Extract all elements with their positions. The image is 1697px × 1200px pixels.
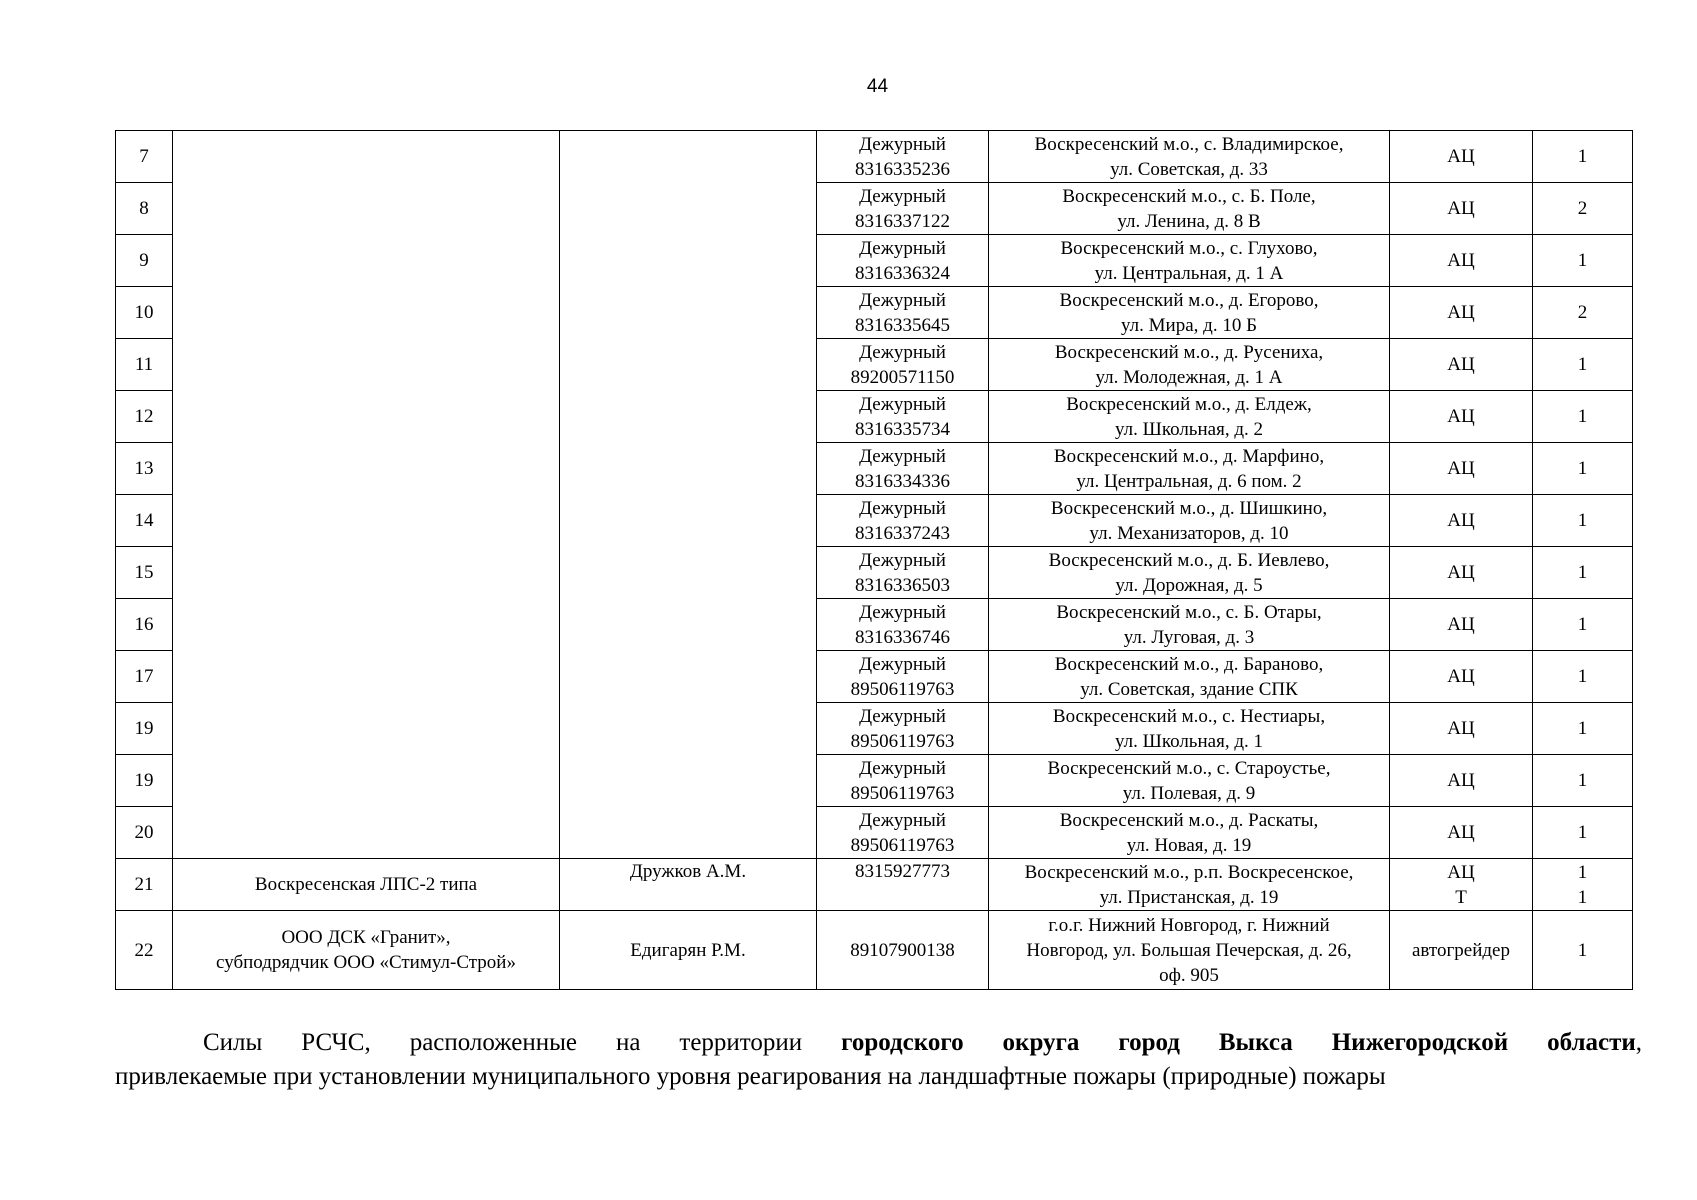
organization-cell <box>173 859 560 911</box>
contact-cell-line: Дежурный <box>859 445 946 467</box>
contact-cell-line: Дежурный <box>859 601 946 623</box>
row-number-cell: 22 <box>116 911 173 990</box>
row-number-cell: 11 <box>116 339 173 391</box>
contact-cell-line: 8315927773 <box>855 861 950 882</box>
address-cell <box>989 235 1390 287</box>
address-cell-line: ул. Новая, д. 19 <box>1126 834 1252 856</box>
count-cell-line: 1 <box>1577 250 1588 271</box>
head-cell: Едигарян Р.М. <box>560 911 817 990</box>
contact-cell <box>817 391 989 443</box>
vehicle-cell <box>1390 859 1533 911</box>
count-cell <box>1533 547 1633 599</box>
vehicle-cell <box>1390 547 1533 599</box>
contact-cell-line: 8316336746 <box>855 626 950 648</box>
row-number-cell: 19 <box>116 703 173 755</box>
contact-cell-line: Дежурный <box>859 237 946 259</box>
row-number-cell: 8 <box>116 183 173 235</box>
page-number: 44 <box>866 76 889 97</box>
vehicle-cell-line: АЦ <box>1447 406 1475 427</box>
address-cell <box>989 287 1390 339</box>
contact-cell <box>817 599 989 651</box>
count-cell <box>1533 131 1633 183</box>
contact-cell <box>817 755 989 807</box>
head-cell <box>560 131 817 859</box>
address-cell-line: Воскресенский м.о., с. Владимирское, <box>1034 133 1344 155</box>
address-cell-line: ул. Механизаторов, д. 10 <box>1089 522 1289 544</box>
address-cell-line: ул. Молодежная, д. 1 А <box>1095 366 1283 388</box>
address-cell-line: Воскресенский м.о., с. Нестиары, <box>1052 705 1326 727</box>
contact-cell-line: Дежурный <box>859 133 946 155</box>
address-cell <box>989 339 1390 391</box>
contact-cell-line: 89200571150 <box>850 366 955 388</box>
address-cell-line: ул. Школьная, д. 2 <box>1115 418 1263 440</box>
address-cell <box>989 755 1390 807</box>
address-cell-line: Воскресенский м.о., д. Русениха, <box>1054 341 1324 363</box>
vehicle-cell <box>1390 651 1533 703</box>
table-row <box>116 131 1633 183</box>
contact-cell-line: 8316335236 <box>855 158 950 180</box>
organization-cell <box>173 131 560 859</box>
address-cell-line: Воскресенский м.о., д. Бараново, <box>1054 653 1324 675</box>
contact-cell-line: Дежурный <box>859 757 946 779</box>
contact-cell-line: 8316337243 <box>855 522 950 544</box>
address-cell-line: Воскресенский м.о., с. Б. Поле, <box>1062 185 1316 207</box>
address-cell <box>989 651 1390 703</box>
row-number-cell: 12 <box>116 391 173 443</box>
count-cell-line: 1 <box>1577 146 1588 167</box>
vehicle-cell <box>1390 443 1533 495</box>
count-cell-line: 1 <box>1577 562 1588 583</box>
paragraph-text-end: , <box>1635 1029 1643 1056</box>
contact-cell-line: 89506119763 <box>850 834 955 856</box>
vehicle-cell-line: АЦ <box>1447 666 1475 687</box>
address-cell-line: Воскресенский м.о., с. Б. Отары, <box>1056 601 1322 623</box>
vehicle-cell-line: автогрейдер <box>1412 939 1510 961</box>
address-cell <box>989 495 1390 547</box>
table-row <box>116 859 1633 911</box>
organization-cell <box>173 911 560 990</box>
count-cell-line: 1 <box>1577 822 1588 843</box>
contact-cell-line: 8316336503 <box>855 574 950 596</box>
address-cell <box>989 859 1390 911</box>
contact-cell <box>817 339 989 391</box>
address-cell-line: ул. Мира, д. 10 Б <box>1121 314 1257 336</box>
contact-cell-line: 89107900138 <box>850 939 955 961</box>
contact-cell <box>817 443 989 495</box>
count-cell-line: 1 <box>1577 770 1588 791</box>
vehicle-cell <box>1390 287 1533 339</box>
vehicle-cell <box>1390 131 1533 183</box>
contact-cell <box>817 911 989 990</box>
address-cell-line: оф. 905 <box>1159 964 1219 986</box>
address-cell <box>989 391 1390 443</box>
vehicle-cell-line: АЦ <box>1447 198 1475 219</box>
count-cell <box>1533 287 1633 339</box>
vehicle-cell-line: АЦ <box>1447 614 1475 635</box>
vehicle-cell-line: АЦ <box>1447 146 1475 167</box>
address-cell-line: Воскресенский м.о., с. Глухово, <box>1060 237 1318 259</box>
section-paragraph-line-1 <box>115 1027 1642 1059</box>
address-cell-line: Воскресенский м.о., с. Староустье, <box>1047 757 1331 779</box>
count-cell <box>1533 599 1633 651</box>
row-number-cell: 17 <box>116 651 173 703</box>
head-cell: Дружков А.М. <box>560 859 817 911</box>
address-cell-line: Воскресенский м.о., д. Б. Иевлево, <box>1048 549 1330 571</box>
address-cell <box>989 807 1390 859</box>
address-cell <box>989 703 1390 755</box>
address-cell-line: Воскресенский м.о., д. Шишкино, <box>1050 497 1328 519</box>
vehicle-cell <box>1390 703 1533 755</box>
address-cell-line: ул. Ленина, д. 8 В <box>1117 210 1261 232</box>
count-cell <box>1533 911 1633 990</box>
vehicle-cell-line: Т <box>1455 886 1467 908</box>
row-number-cell: 21 <box>116 859 173 911</box>
count-cell <box>1533 183 1633 235</box>
count-cell-line: 2 <box>1577 198 1588 219</box>
address-cell-line: Новгород, ул. Большая Печерская, д. 26, <box>1026 939 1352 961</box>
row-number-cell: 13 <box>116 443 173 495</box>
vehicle-cell-line: АЦ <box>1447 354 1475 375</box>
contact-cell-line: 89506119763 <box>850 730 955 752</box>
count-cell <box>1533 651 1633 703</box>
address-cell-line: ул. Центральная, д. 6 пом. 2 <box>1076 470 1302 492</box>
address-cell-line: Воскресенский м.о., д. Егорово, <box>1059 289 1319 311</box>
count-cell-line: 1 <box>1577 406 1588 427</box>
vehicle-cell-line: АЦ <box>1447 861 1475 883</box>
contact-cell <box>817 287 989 339</box>
paragraph-text-start: Силы РСЧС, расположенные на территории <box>203 1029 842 1056</box>
address-cell-line: Воскресенский м.о., р.п. Воскресенское, <box>1024 861 1354 883</box>
address-cell-line: ул. Полевая, д. 9 <box>1122 782 1256 804</box>
organization-cell-line: ООО ДСК «Гранит», <box>281 927 451 948</box>
contact-cell-line: Дежурный <box>859 653 946 675</box>
vehicle-cell <box>1390 807 1533 859</box>
address-cell-line: ул. Луговая, д. 3 <box>1123 626 1255 648</box>
vehicle-cell <box>1390 391 1533 443</box>
row-number-cell: 7 <box>116 131 173 183</box>
contact-cell-line: 89506119763 <box>850 678 955 700</box>
contact-cell-line: Дежурный <box>859 497 946 519</box>
vehicle-cell <box>1390 183 1533 235</box>
row-number-cell: 10 <box>116 287 173 339</box>
count-cell <box>1533 391 1633 443</box>
count-cell-line: 1 <box>1577 861 1588 883</box>
contact-cell-line: Дежурный <box>859 705 946 727</box>
organization-cell-line: субподрядчик ООО «Стимул-Строй» <box>216 952 516 973</box>
vehicle-cell-line: АЦ <box>1447 562 1475 583</box>
address-cell-line: ул. Советская, д. 33 <box>1110 158 1268 180</box>
address-cell-line: ул. Школьная, д. 1 <box>1115 730 1263 752</box>
vehicle-cell <box>1390 911 1533 990</box>
table-body <box>116 131 1633 990</box>
contact-cell-line: 89506119763 <box>850 782 955 804</box>
count-cell <box>1533 807 1633 859</box>
address-cell-line: ул. Пристанская, д. 19 <box>1099 886 1279 908</box>
count-cell-line: 1 <box>1577 718 1588 739</box>
contact-cell-line: Дежурный <box>859 549 946 571</box>
count-cell <box>1533 339 1633 391</box>
organization-cell-line: Воскресенская ЛПС-2 типа <box>254 874 478 895</box>
count-cell-line: 1 <box>1577 458 1588 479</box>
count-cell-line: 1 <box>1577 354 1588 375</box>
address-cell <box>989 131 1390 183</box>
vehicle-cell-line: АЦ <box>1447 510 1475 531</box>
address-cell-line: ул. Центральная, д. 1 А <box>1094 262 1284 284</box>
vehicle-cell-line: АЦ <box>1447 302 1475 323</box>
contact-cell-line: Дежурный <box>859 809 946 831</box>
count-cell-line: 1 <box>1577 510 1588 531</box>
count-cell <box>1533 703 1633 755</box>
row-number-cell: 19 <box>116 755 173 807</box>
vehicle-cell-line: АЦ <box>1447 458 1475 479</box>
contact-cell-line: Дежурный <box>859 289 946 311</box>
count-cell <box>1533 235 1633 287</box>
count-cell-line: 1 <box>1577 666 1588 687</box>
count-cell <box>1533 495 1633 547</box>
contact-cell-line: 8316335645 <box>855 314 950 336</box>
contact-cell-line: Дежурный <box>859 341 946 363</box>
address-cell-line: Воскресенский м.о., д. Марфино, <box>1053 445 1325 467</box>
count-cell-line: 2 <box>1577 302 1588 323</box>
vehicle-cell <box>1390 755 1533 807</box>
row-number-cell: 20 <box>116 807 173 859</box>
vehicle-cell-line: АЦ <box>1447 718 1475 739</box>
contact-cell <box>817 703 989 755</box>
contact-cell <box>817 859 989 911</box>
vehicle-cell-line: АЦ <box>1447 822 1475 843</box>
row-number-cell: 15 <box>116 547 173 599</box>
count-cell <box>1533 859 1633 911</box>
count-cell-line: 1 <box>1577 886 1588 908</box>
address-cell <box>989 547 1390 599</box>
vehicle-cell <box>1390 599 1533 651</box>
address-cell <box>989 183 1390 235</box>
paragraph-bold-territory: городского округа город Выкса Нижегородской области <box>841 1029 1636 1056</box>
contact-cell <box>817 651 989 703</box>
count-cell-line: 1 <box>1577 939 1588 961</box>
count-cell <box>1533 755 1633 807</box>
address-cell <box>989 599 1390 651</box>
address-cell-line: г.о.г. Нижний Новгород, г. Нижний <box>1048 914 1330 936</box>
address-cell-line: Воскресенский м.о., д. Раскаты, <box>1059 809 1319 831</box>
table-row <box>116 911 1633 990</box>
address-cell-line: ул. Дорожная, д. 5 <box>1115 574 1263 596</box>
address-cell-line: ул. Советская, здание СПК <box>1080 678 1298 700</box>
count-cell <box>1533 443 1633 495</box>
section-paragraph-line-2: привлекаемые при установлении муниципального уровня реагирования на ландшафтные пожары (природные) пожары <box>115 1063 1386 1090</box>
contact-cell-line: 8316334336 <box>855 470 950 492</box>
contact-cell <box>817 547 989 599</box>
vehicle-cell <box>1390 495 1533 547</box>
vehicle-cell-line: АЦ <box>1447 250 1475 271</box>
contact-cell <box>817 235 989 287</box>
contact-cell-line: 8316336324 <box>855 262 950 284</box>
contact-cell <box>817 807 989 859</box>
address-cell <box>989 443 1390 495</box>
contact-cell-line: Дежурный <box>859 185 946 207</box>
vehicle-cell <box>1390 235 1533 287</box>
count-cell-line: 1 <box>1577 614 1588 635</box>
vehicle-cell-line: АЦ <box>1447 770 1475 791</box>
contact-cell-line: Дежурный <box>859 393 946 415</box>
contact-cell-line: 8316337122 <box>855 210 950 232</box>
contact-cell <box>817 495 989 547</box>
address-cell <box>989 911 1390 990</box>
row-number-cell: 14 <box>116 495 173 547</box>
contact-cell <box>817 183 989 235</box>
contact-cell-line: 8316335734 <box>855 418 950 440</box>
row-number-cell: 9 <box>116 235 173 287</box>
forces-table <box>115 130 1633 990</box>
vehicle-cell <box>1390 339 1533 391</box>
row-number-cell: 16 <box>116 599 173 651</box>
contact-cell <box>817 131 989 183</box>
address-cell-line: Воскресенский м.о., д. Елдеж, <box>1066 393 1312 415</box>
